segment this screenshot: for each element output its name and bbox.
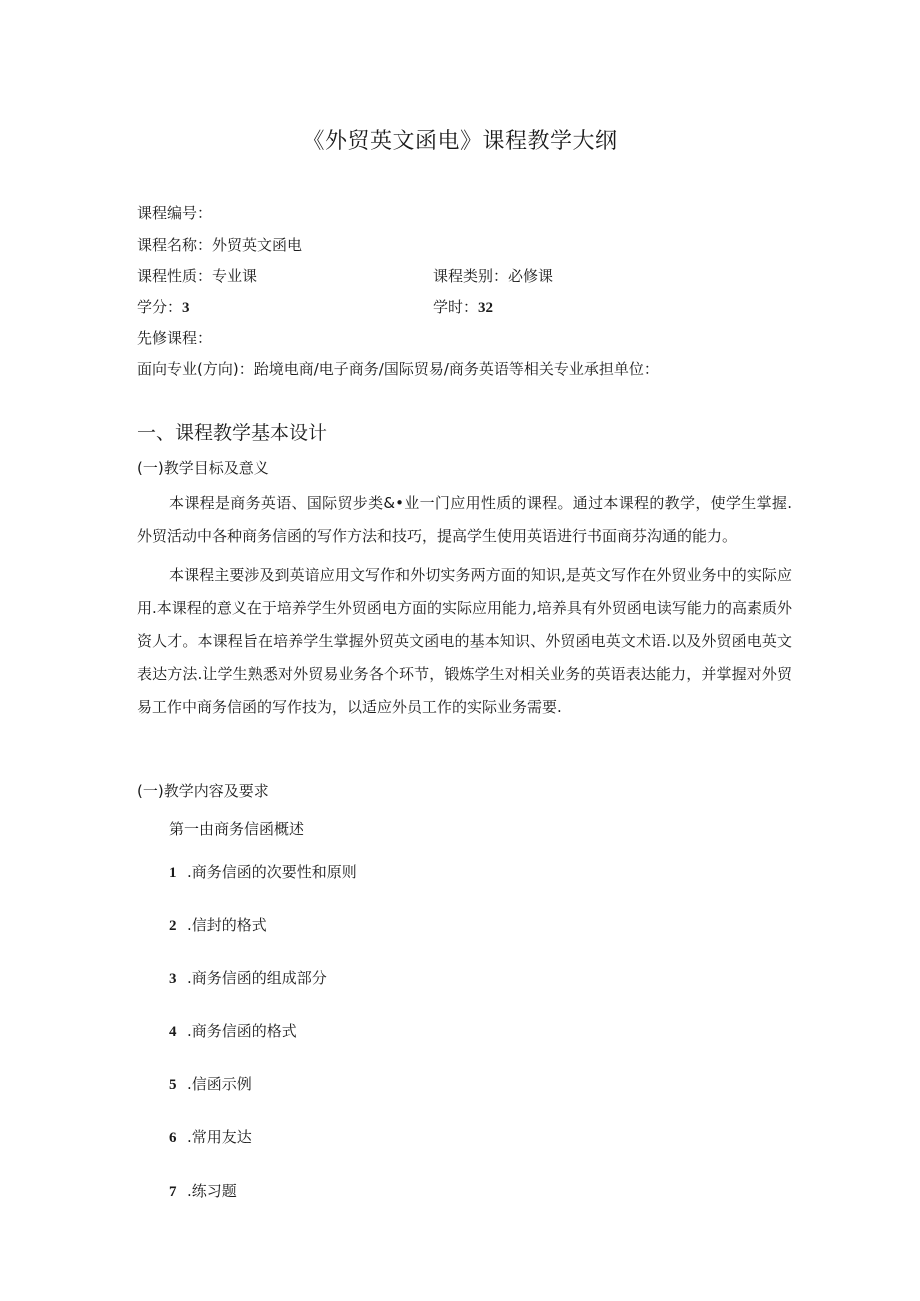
objectives-paragraph-2: 本课程主要涉及到英谙应用文写作和外切实务两方面的知识,是英文写作在外贸业务中的实际应用.本课程的意义在于培养学生外贸函电方面的实际应用能力,培养具有外贸函电读写能力的高素质外资人才。本课程旨在培养学生掌握外贸英文函电的基本知识、外贸函电英文术语.以及外贸函电英文表达方法.让学生熟悉对外贸易业务各个环节，锻炼学生对相关业务的英语表达能力，并掌握对外贸易工作中商务信函的写作技为，以适应外员工作的实际业务需要. — [137, 566, 792, 716]
course-code-line — [137, 203, 212, 223]
credit-line — [137, 297, 190, 318]
list-item — [169, 1073, 252, 1094]
credit-label: 学分： — [137, 298, 183, 316]
course-nature-value: 专业课 — [212, 267, 258, 285]
list-item-number: 7 — [169, 1184, 177, 1200]
list-item-text: .常用友达 — [187, 1128, 252, 1146]
list-item-text: .信封的格式 — [187, 916, 267, 934]
list-item-number: 5 — [169, 1077, 177, 1093]
list-item — [169, 914, 267, 935]
course-name-label: 课程名称： — [137, 236, 213, 254]
course-name-line — [137, 235, 302, 255]
list-item — [169, 1180, 237, 1201]
list-item — [169, 861, 357, 882]
objectives-paragraph-1: 本课程是商务英语、国际贸步类&•业一门应用性质的课程。通过本课程的教学，使学生掌握.外贸活动中各种商务信函的写作方法和技巧，提高学生使用英语进行书面商芬沟通的能力。 — [137, 494, 792, 545]
course-category-value: 必修课 — [508, 267, 554, 285]
list-item — [169, 1126, 252, 1147]
prerequisite-label: 先修课程： — [137, 329, 213, 347]
major-line: 面向专业(方向)：跆境电商/电子商务/国际贸易/商务英语等相关专业承担单位： — [137, 360, 659, 378]
subsection-content-heading: (一)教学内容及要求 — [137, 782, 269, 800]
list-item-number: 2 — [169, 918, 177, 934]
course-category-label: 课程类别： — [433, 267, 509, 285]
list-item — [169, 1020, 297, 1041]
list-item — [169, 967, 327, 988]
list-item-number: 4 — [169, 1024, 177, 1040]
course-code-label: 课程编号： — [137, 204, 213, 222]
list-item-text: .信函示例 — [187, 1075, 252, 1093]
section-heading: 一、课程教学基本设计 — [137, 422, 328, 444]
list-item-text: .商务信函的次要性和原则 — [187, 863, 357, 881]
hours-line — [433, 297, 493, 318]
hours-label: 学时： — [433, 298, 479, 316]
subsection-objectives-heading: (一)教学目标及意义 — [137, 459, 269, 477]
hours-value: 32 — [478, 300, 494, 316]
course-category-line — [433, 266, 553, 286]
list-item-text: .商务信函的格式 — [187, 1022, 297, 1040]
course-name-value: 外贸英文函电 — [212, 236, 303, 254]
list-item-number: 3 — [169, 971, 177, 987]
course-nature-line — [137, 266, 257, 286]
list-item-number: 6 — [169, 1130, 177, 1146]
list-item-text: .练习题 — [187, 1182, 237, 1200]
credit-value: 3 — [182, 300, 190, 316]
prerequisite-line — [137, 328, 212, 348]
list-item-number: 1 — [169, 865, 177, 881]
course-nature-label: 课程性质： — [137, 267, 213, 285]
chapter-heading: 第一由商务信函概述 — [169, 820, 305, 838]
list-item-text: .商务信函的组成部分 — [187, 969, 327, 987]
document-title: 《外贸英文函电》课程教学大纲 — [302, 129, 618, 154]
